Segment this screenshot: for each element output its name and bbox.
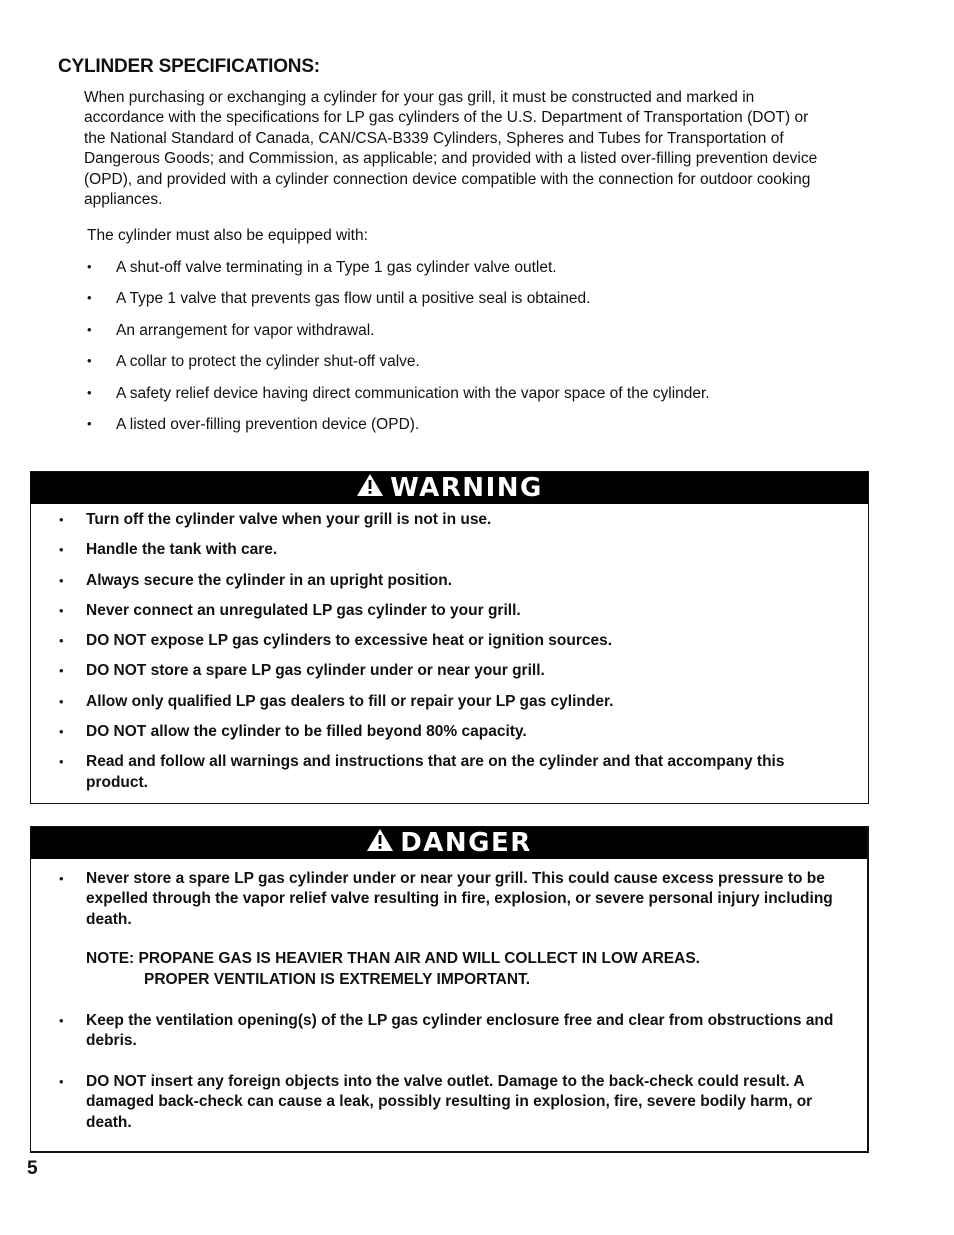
- note-line-1: NOTE: PROPANE GAS IS HEAVIER THAN AIR AND WILL COLLECT IN LOW AREAS.: [86, 950, 700, 968]
- list-item-text: Never connect an unregulated LP gas cylinder to your grill.: [86, 601, 521, 619]
- list-item-text: An arrangement for vapor withdrawal.: [116, 321, 375, 339]
- list-item: [59, 1011, 856, 1052]
- list-item-text: Keep the ventilation opening(s) of the LP gas cylinder enclosure free and clear from obstructions and debris.: [86, 1011, 834, 1049]
- danger-note: [86, 949, 856, 990]
- list-item-text: Read and follow all warnings and instructions that are on the cylinder and that accompany this product.: [86, 753, 785, 791]
- list-item-text: Handle the tank with care.: [86, 541, 278, 559]
- list-item-text: A Type 1 valve that prevents gas flow until a positive seal is obtained.: [116, 290, 591, 308]
- list-item-text: A listed over-filling prevention device (OPD).: [116, 415, 420, 433]
- danger-header: [31, 827, 867, 859]
- warning-box: [30, 471, 869, 804]
- warning-list: [59, 510, 846, 803]
- list-item-text: A safety relief device having direct communication with the vapor space of the cylinder.: [116, 384, 710, 402]
- bullet-icon: •: [59, 693, 64, 709]
- list-item: [84, 385, 710, 416]
- list-item: [84, 290, 710, 321]
- bullet-icon: •: [59, 724, 64, 740]
- bullet-icon: •: [87, 384, 92, 400]
- list-item: [59, 540, 846, 560]
- danger-box: [30, 826, 869, 1153]
- bullet-icon: •: [59, 754, 64, 770]
- list-item: [59, 752, 846, 793]
- warning-triangle-icon: [356, 473, 384, 504]
- bullet-icon: •: [59, 871, 64, 886]
- list-item-text: DO NOT allow the cylinder to be filled beyond 80% capacity.: [86, 723, 527, 741]
- list-item-text: DO NOT insert any foreign objects into the valve outlet. Damage to the back-check could result. A damaged back-check can cause a leak, possibly resulting in explosion, fire, severe bodily harm, or death.: [86, 1072, 813, 1131]
- bullet-icon: •: [59, 663, 64, 679]
- bullet-icon: •: [59, 633, 64, 649]
- bullet-icon: •: [87, 321, 92, 337]
- section-heading: CYLINDER SPECIFICATIONS:: [58, 56, 320, 77]
- list-item-text: DO NOT expose LP gas cylinders to excessive heat or ignition sources.: [86, 632, 613, 650]
- note-line-2: PROPER VENTILATION IS EXTREMELY IMPORTANT.: [144, 970, 531, 988]
- list-item-text: DO NOT store a spare LP gas cylinder under or near your grill.: [86, 662, 545, 680]
- list-item: [59, 722, 846, 742]
- requirements-list: [84, 259, 710, 447]
- list-item: [59, 510, 846, 530]
- list-item-text: Never store a spare LP gas cylinder under or near your grill. This could cause excess pressure to be expelled through the vapor relief valve resulting in fire, explosion, or severe personal injury including death.: [86, 870, 833, 928]
- bullet-icon: •: [87, 259, 92, 274]
- warning-triangle-icon: [366, 828, 394, 859]
- bullet-icon: •: [59, 512, 64, 527]
- list-item-text: Allow only qualified LP gas dealers to fill or repair your LP gas cylinder.: [86, 692, 614, 710]
- bullet-icon: •: [87, 415, 92, 431]
- list-item: [84, 416, 710, 447]
- list-item: [59, 869, 856, 930]
- warning-title: WARNING: [390, 473, 543, 503]
- page-number: 5: [27, 1158, 38, 1179]
- list-item: [84, 353, 710, 384]
- list-item-text: Always secure the cylinder in an upright position.: [86, 571, 453, 589]
- intro-paragraph: When purchasing or exchanging a cylinder for your gas grill, it must be constructed and marked in accordance with the specifications for LP gas cylinders of the U.S. Department of Transportation (DOT) or the National Standard of Canada, CAN/CSA-B339 Cylinders, Spheres and Tubes for Transportation of Dangerous Goods; and Commission, as applicable; and provided with a listed over-filling prevention device (OPD), and provided with a cylinder connection device compatible with the connection for outdoor cooking appliances.: [84, 89, 818, 209]
- list-item-text: A shut-off valve terminating in a Type 1 gas cylinder valve outlet.: [116, 259, 557, 276]
- bullet-icon: •: [59, 1073, 64, 1089]
- list-item: [59, 692, 846, 712]
- list-item-text: Turn off the cylinder valve when your grill is not in use.: [86, 511, 492, 528]
- list-item: [84, 322, 710, 353]
- bullet-icon: •: [59, 602, 64, 618]
- list-item: [59, 1072, 856, 1133]
- list-item: [59, 661, 846, 681]
- bullet-icon: •: [59, 572, 64, 588]
- list-item: [59, 631, 846, 651]
- danger-title: DANGER: [400, 828, 532, 858]
- bullet-icon: •: [59, 542, 64, 558]
- danger-list: [59, 869, 856, 1133]
- bullet-icon: •: [87, 353, 92, 369]
- bullet-icon: •: [59, 1012, 64, 1028]
- list-item-text: A collar to protect the cylinder shut-off valve.: [116, 353, 420, 371]
- list-item: [84, 259, 710, 290]
- list-item: [59, 571, 846, 591]
- list-item: [59, 601, 846, 621]
- bullet-icon: •: [87, 290, 92, 306]
- equipped-intro: The cylinder must also be equipped with:: [87, 227, 368, 244]
- warning-header: [31, 472, 868, 504]
